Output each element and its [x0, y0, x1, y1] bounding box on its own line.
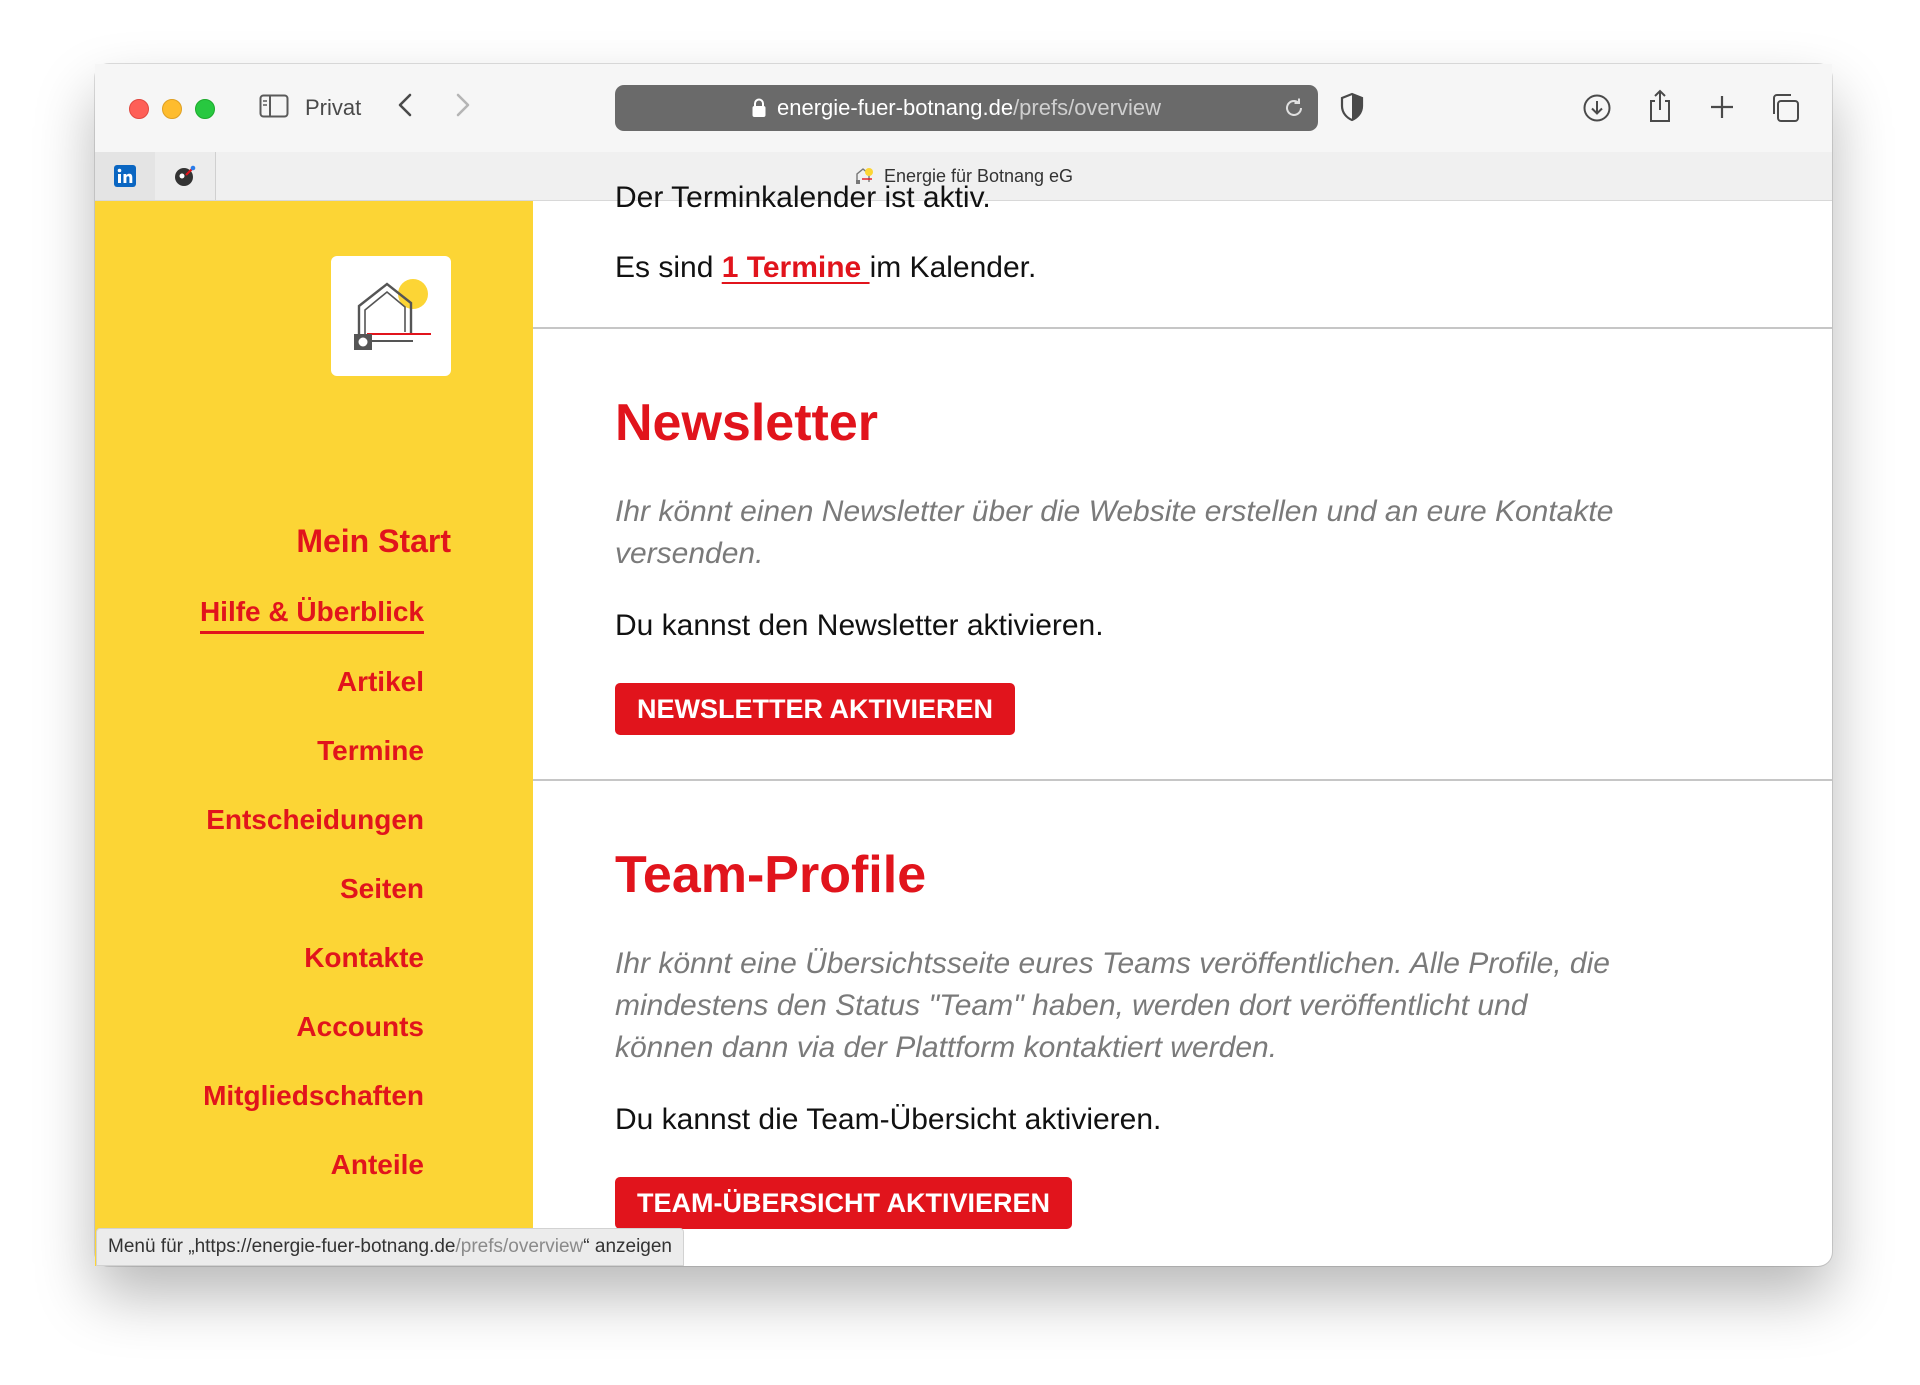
- menu-heading-mein-start[interactable]: Mein Start: [296, 523, 451, 559]
- reload-icon[interactable]: [1282, 96, 1306, 120]
- sidebar: [95, 201, 533, 1266]
- pinned-tab-linkedin[interactable]: [95, 152, 156, 200]
- share-icon[interactable]: [1646, 88, 1674, 124]
- team-profile-description: Ihr könnt eine Übersichtsseite eures Teams veröffentlichen. Alle Profile, die mindestens den Status "Team" haben, werden dort veröffentlicht und können dann via der Plattform kontaktiert werden.: [615, 947, 1610, 1064]
- minimize-window-button[interactable]: [162, 99, 182, 119]
- sidebar-item-anteile[interactable]: Anteile: [330, 1149, 424, 1180]
- status-prefix: Menü für „https://energie-fuer-botnang.de: [108, 1236, 456, 1257]
- sidebar-item-mitgliedschaften[interactable]: Mitgliedschaften: [203, 1080, 424, 1111]
- chevron-right-icon[interactable]: [453, 90, 473, 128]
- calendar-count: [615, 251, 1036, 285]
- zoom-window-button[interactable]: [195, 99, 215, 119]
- status-suffix: “ anzeigen: [583, 1236, 672, 1257]
- newsletter-activate-button[interactable]: NEWSLETTER AKTIVIEREN: [615, 683, 1015, 735]
- sidebar-item-hilfe-ueberblick[interactable]: Hilfe & Überblick: [200, 596, 424, 634]
- pinned-tab-2[interactable]: [155, 152, 216, 200]
- private-mode-label: Privat: [305, 95, 362, 120]
- team-overview-activate-button[interactable]: TEAM-ÜBERSICHT AKTIVIEREN: [615, 1177, 1072, 1229]
- team-profile-status: Du kannst die Team-Übersicht aktivieren.: [615, 1103, 1162, 1136]
- sidebar-item-termine[interactable]: Termine: [317, 735, 424, 766]
- newsletter-status: Du kannst den Newsletter aktivieren.: [615, 609, 1104, 642]
- tab-title: Energie für Botnang eG: [883, 165, 1074, 186]
- url-host: energie-fuer-botnang.de: [777, 95, 1014, 120]
- tab-overview-icon[interactable]: [1769, 92, 1801, 124]
- termine-link[interactable]: 1 Termine: [721, 251, 870, 284]
- newsletter-description: Ihr könnt einen Newsletter über die Website erstellen und an eure Kontakte versenden.: [615, 495, 1614, 570]
- main-panel: [533, 181, 1832, 1266]
- browser-window: [95, 64, 1832, 1266]
- url-path: /prefs/overview: [1013, 95, 1162, 120]
- team-profile-title: Team-Profile: [615, 846, 927, 904]
- plus-icon[interactable]: [1707, 92, 1737, 122]
- sidebar-icon[interactable]: [259, 94, 289, 118]
- section-divider: [533, 327, 1832, 329]
- pinned-site-icon: [173, 164, 197, 188]
- status-bar-tooltip: [96, 1228, 684, 1266]
- linkedin-icon: [114, 165, 136, 187]
- calendar-count-suffix: im Kalender.: [869, 251, 1037, 284]
- download-icon[interactable]: [1582, 93, 1612, 123]
- site-logo[interactable]: [331, 256, 451, 376]
- sidebar-item-seiten[interactable]: Seiten: [339, 873, 424, 904]
- sidebar-item-accounts[interactable]: Accounts: [296, 1011, 424, 1042]
- chevron-left-icon[interactable]: [395, 90, 415, 128]
- sidebar-item-entscheidungen[interactable]: Entscheidungen: [206, 804, 424, 835]
- calendar-count-prefix: Es sind: [615, 251, 722, 284]
- browser-toolbar: [95, 64, 1832, 152]
- lock-icon: [751, 98, 767, 118]
- newsletter-title: Newsletter: [615, 394, 878, 452]
- address-bar[interactable]: [615, 85, 1318, 131]
- calendar-status: Der Terminkalender ist aktiv.: [615, 181, 991, 214]
- house-sun-logo-icon: [331, 256, 451, 376]
- sidebar-item-artikel[interactable]: Artikel: [336, 666, 424, 697]
- privacy-shield-icon[interactable]: [1339, 92, 1365, 122]
- status-path: /prefs/overview: [455, 1236, 584, 1257]
- sidebar-item-kontakte[interactable]: Kontakte: [304, 942, 424, 973]
- url-text[interactable]: [777, 95, 1161, 121]
- close-window-button[interactable]: [129, 99, 149, 119]
- section-divider: [533, 779, 1832, 781]
- page-content: [95, 181, 1832, 1266]
